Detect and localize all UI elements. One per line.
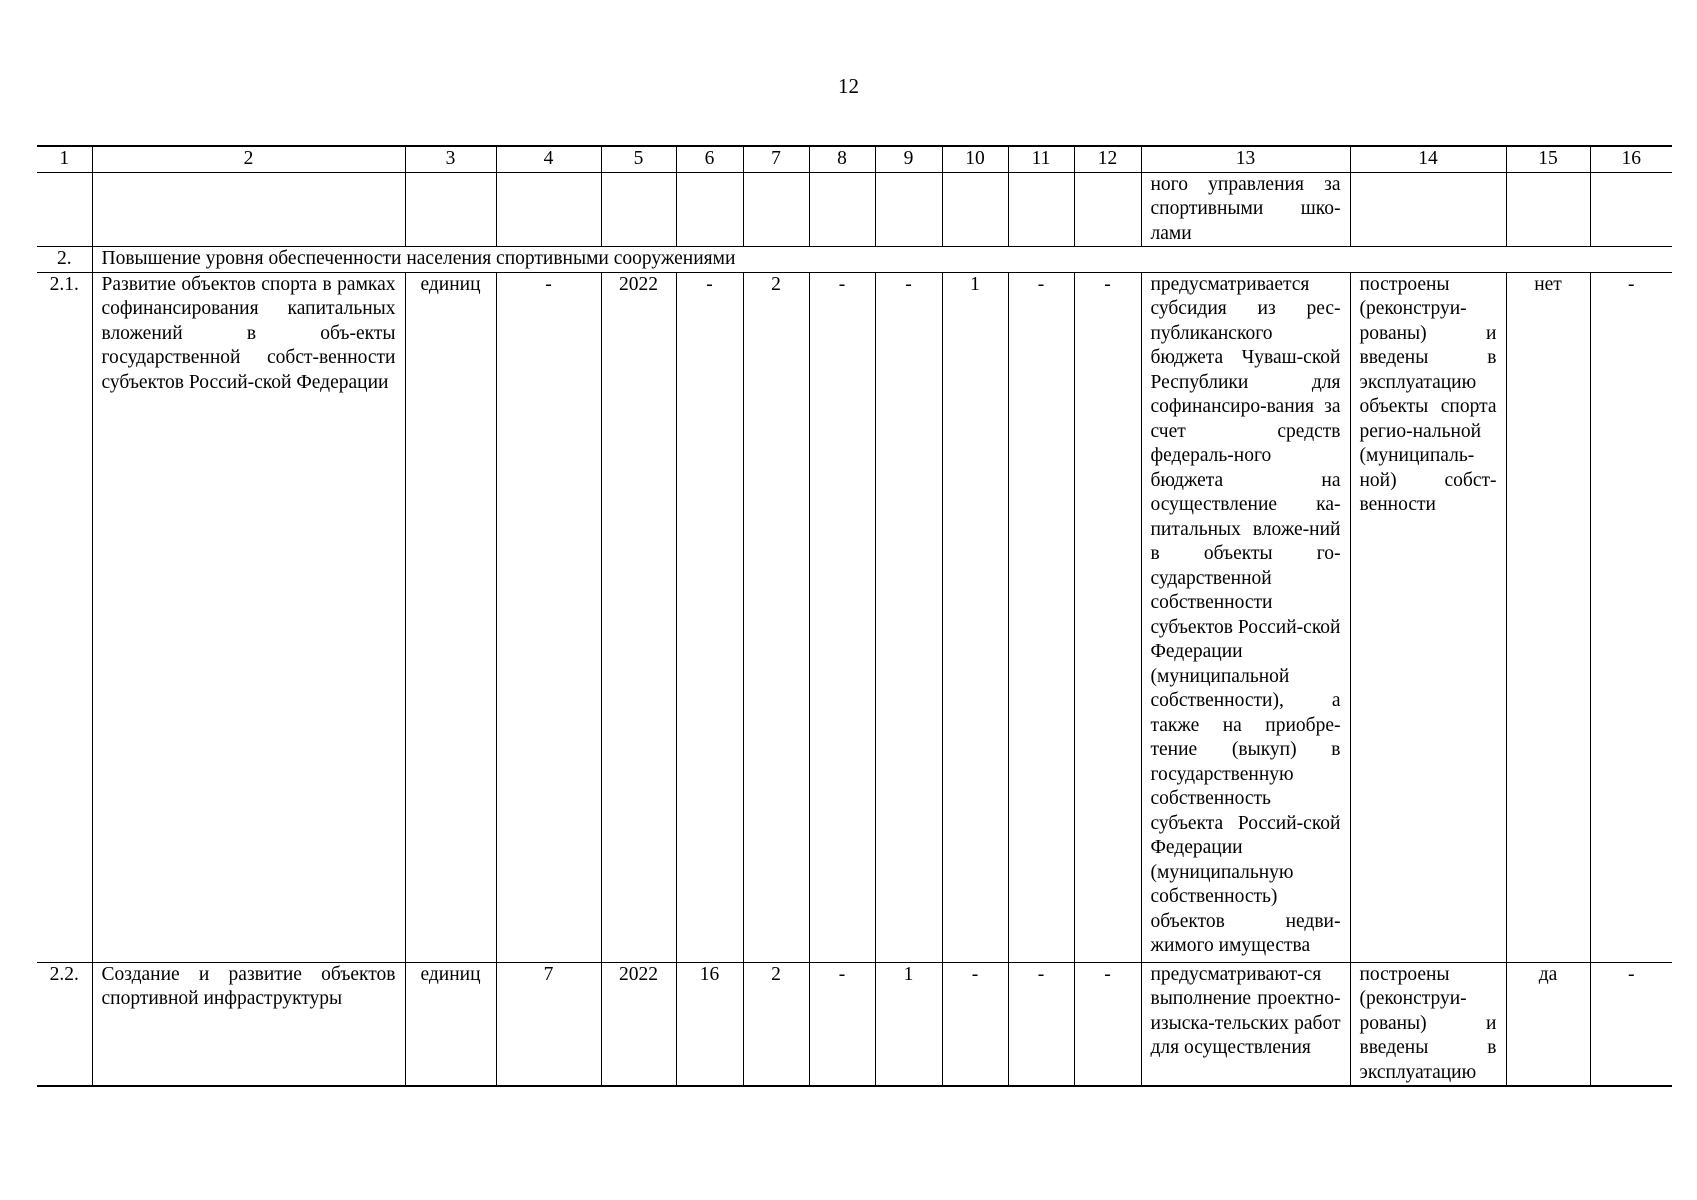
row-cell-4: 7 (496, 962, 601, 1086)
row-cell-6: 16 (676, 962, 743, 1086)
continuation-cell-col13: ного управления за спортивными шко-лами (1141, 172, 1350, 247)
table-row (37, 272, 1672, 962)
row-cell-13: предусматривают-ся выполнение проектно-изыска-тельских работ для осуществления (1141, 962, 1350, 1086)
row-cell-4: - (496, 272, 601, 962)
section-title: Повышение уровня обеспеченности населения спортивными сооружениями (92, 247, 1672, 273)
row-cell-10: 1 (942, 272, 1008, 962)
column-header: 8 (809, 146, 875, 172)
row-cell-11: - (1008, 962, 1074, 1086)
table-row (37, 962, 1672, 1086)
column-header: 2 (92, 146, 405, 172)
column-header: 7 (743, 146, 809, 172)
row-cell-14: построены (реконструи-рованы) и введены в эксплуатацию объекты спорта регио-нальной (муниципаль-ной) собст-венности (1350, 272, 1506, 962)
column-header: 1 (37, 146, 92, 172)
row-number: 2.1. (37, 272, 92, 962)
row-cell-13: предусматривается субсидия из рес-публиканского бюджета Чуваш-ской Республики для софинансиро-вания за счет средств федераль-ного бюджета на осуществление ка-питальных вложе-ний в объекты го-сударственной собственности субъектов Россий-ской Федерации (муниципальной собственности), а также на приобре-тение (выкуп) в государственную собственность субъекта Россий-ской Федерации (муниципальную собственность) объектов недви-жимого имущества (1141, 272, 1350, 962)
row-cell-7: 2 (743, 272, 809, 962)
row-unit: единиц (405, 962, 496, 1086)
section-row (37, 247, 1672, 273)
page-number: 12 (838, 74, 859, 98)
table-header-row (37, 146, 1672, 172)
row-cell-12: - (1074, 272, 1141, 962)
row-cell-9: 1 (875, 962, 942, 1086)
column-header: 11 (1008, 146, 1074, 172)
continuation-row (37, 172, 1672, 247)
column-header: 6 (676, 146, 743, 172)
row-cell-6: - (676, 272, 743, 962)
row-cell-12: - (1074, 962, 1141, 1086)
row-name: Развитие объектов спорта в рамках софинансирования капитальных вложений в объ-екты государственной собст-венности субъектов Россий-ской Федерации (92, 272, 405, 962)
column-header: 13 (1141, 146, 1350, 172)
row-cell-10: - (942, 962, 1008, 1086)
row-cell-16: - (1590, 272, 1672, 962)
row-cell-5: 2022 (601, 272, 676, 962)
row-cell-5: 2022 (601, 962, 676, 1086)
column-header: 10 (942, 146, 1008, 172)
column-header: 9 (875, 146, 942, 172)
row-cell-7: 2 (743, 962, 809, 1086)
column-header: 3 (405, 146, 496, 172)
row-cell-15: да (1506, 962, 1590, 1086)
column-header: 4 (496, 146, 601, 172)
row-unit: единиц (405, 272, 496, 962)
row-cell-16: - (1590, 962, 1672, 1086)
indicators-table (37, 145, 1672, 1087)
column-header: 12 (1074, 146, 1141, 172)
column-header: 15 (1506, 146, 1590, 172)
row-number: 2.2. (37, 962, 92, 1086)
row-cell-9: - (875, 272, 942, 962)
row-name: Создание и развитие объектов спортивной инфраструктуры (92, 962, 405, 1086)
section-number: 2. (37, 247, 92, 273)
row-cell-8: - (809, 962, 875, 1086)
row-cell-11: - (1008, 272, 1074, 962)
row-cell-8: - (809, 272, 875, 962)
column-header: 16 (1590, 146, 1672, 172)
column-header: 14 (1350, 146, 1506, 172)
column-header: 5 (601, 146, 676, 172)
row-cell-15: нет (1506, 272, 1590, 962)
row-cell-14: построены (реконструи-рованы) и введены в эксплуатацию (1350, 962, 1506, 1086)
